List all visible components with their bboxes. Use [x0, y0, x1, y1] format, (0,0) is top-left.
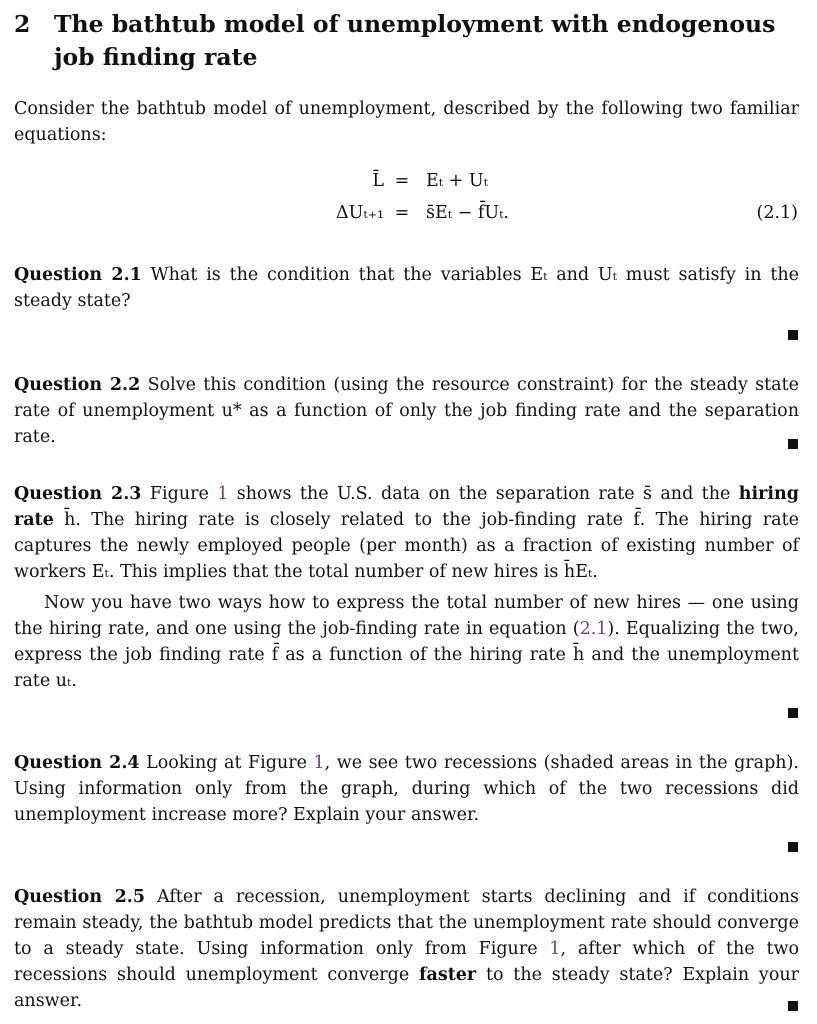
- qed-square: [788, 708, 798, 718]
- question-2-3-continued: [14, 590, 799, 694]
- equation-1-lhs: L̄: [372, 171, 384, 191]
- figure-link[interactable]: 1: [313, 753, 325, 773]
- qed-square: [788, 842, 798, 852]
- question-text: What is the condition that the variables Eₜ and Uₜ must satisfy in the steady state?: [14, 265, 799, 311]
- figure-link[interactable]: 1: [217, 484, 229, 504]
- equation-2-lhs: ΔUₜ₊₁: [336, 203, 384, 223]
- bold-term: faster: [418, 965, 477, 985]
- question-label: Question 2.4: [14, 753, 140, 773]
- question-text: Now you have two ways how to express the total number of new hires — one using the hiring rate, and one using the job-finding rate in equation (: [14, 593, 799, 639]
- equation-1-rhs: Eₜ + Uₜ: [426, 171, 488, 191]
- question-text: shows the U.S. data on the separation rate s̄ and the: [236, 484, 731, 504]
- question-2-4: [14, 750, 799, 828]
- question-label: Question 2.3: [14, 484, 142, 504]
- qed-square: [788, 1001, 798, 1011]
- equation-2-rhs: s̄Eₜ − f̄Uₜ.: [426, 203, 509, 223]
- equation-link[interactable]: 2.1: [579, 619, 608, 639]
- equation-2-relation: =: [394, 203, 410, 223]
- question-text: to the steady state? Explain your answer.: [14, 965, 799, 1011]
- question-text: , after which of the two recessions should unemployment converge: [14, 939, 799, 985]
- question-text: ). Equalizing the two, express the job finding rate f̄ as a function of the hiring rate h̄ and the unemployment rate uₜ.: [14, 619, 799, 691]
- question-text: Solve this condition (using the resource constraint) for the steady state rate of unemployment u* as a function of only the job finding rate and the separation rate.: [14, 375, 799, 447]
- section-title: The bathtub model of unemployment with endogenous job finding rate: [54, 10, 776, 71]
- question-2-2: [14, 372, 799, 450]
- question-2-3: [14, 481, 799, 585]
- question-label: Question 2.5: [14, 887, 146, 907]
- qed-square: [788, 330, 798, 340]
- question-text: h̄. The hiring rate is closely related to the job-finding rate f̄. The hiring rate captures the newly employed people (per month) as a fraction of existing number of workers Eₜ. This implies that the total number of new hires is h̄Eₜ.: [14, 510, 799, 582]
- question-text: , we see two recessions (shaded areas in the graph). Using information only from the graph, during which of the two recessions did unemployment increase more? Explain your answer.: [14, 753, 799, 825]
- question-text: After a recession, unemployment starts declining and if conditions remain steady, the bathtub model predicts that the unemployment rate should converge to a steady state. Using information only from Figure: [14, 887, 799, 959]
- question-label: Question 2.1: [14, 265, 142, 285]
- equation-1-relation: =: [394, 171, 410, 191]
- equation-number: (2.1): [756, 203, 798, 223]
- question-label: Question 2.2: [14, 375, 141, 395]
- question-2-5: [14, 884, 799, 1014]
- question-text: Looking at Figure: [146, 753, 307, 773]
- bold-term: hiring rate: [14, 484, 799, 530]
- section-number: 2: [14, 10, 31, 38]
- question-2-1: [14, 262, 799, 314]
- qed-square: [788, 439, 798, 449]
- question-text: Figure: [149, 484, 209, 504]
- intro-paragraph: Consider the bathtub model of unemployment, described by the following two familiar equations:: [14, 99, 799, 145]
- figure-link[interactable]: 1: [549, 939, 561, 959]
